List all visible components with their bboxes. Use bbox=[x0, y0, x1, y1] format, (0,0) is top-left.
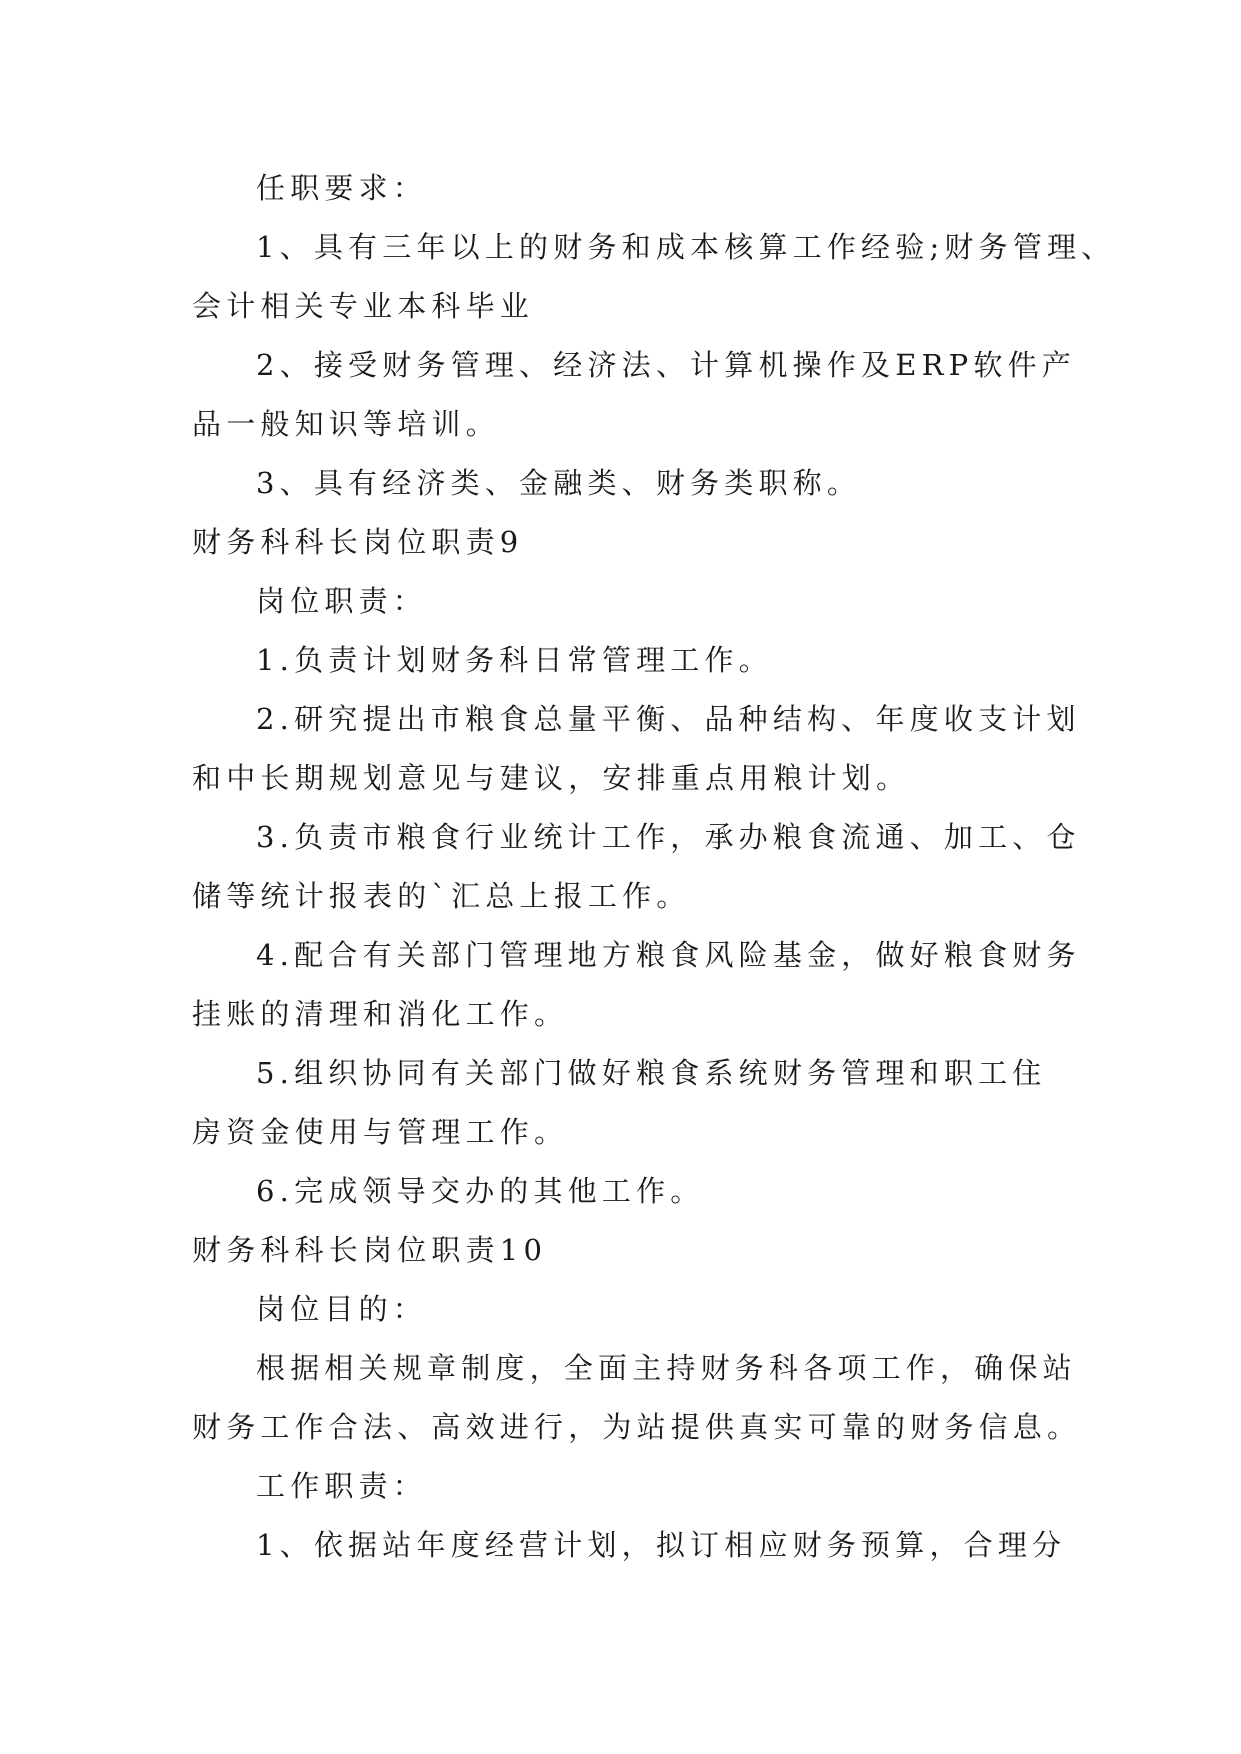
duties-heading: 岗位职责： bbox=[256, 584, 428, 618]
requirement-2-line-2: 品一般知识等培训。 bbox=[192, 407, 500, 441]
section-title-9: 财务科科长岗位职责9 bbox=[192, 525, 524, 559]
duty-5-line-1: 5.组织协同有关部门做好粮食系统财务管理和职工住 bbox=[256, 1056, 1047, 1090]
duty-4-line-1: 4.配合有关部门管理地方粮食风险基金，做好粮食财务 bbox=[256, 938, 1081, 972]
work-duty-1: 1、依据站年度经营计划，拟订相应财务预算，合理分 bbox=[256, 1528, 1067, 1562]
duty-1: 1.负责计划财务科日常管理工作。 bbox=[256, 643, 773, 677]
purpose-line-1: 根据相关规章制度，全面主持财务科各项工作，确保站 bbox=[256, 1351, 1077, 1385]
requirement-1-line-2: 会计相关专业本科毕业 bbox=[192, 289, 535, 323]
work-duties-heading: 工作职责： bbox=[256, 1469, 428, 1503]
duty-2-line-2: 和中长期规划意见与建议，安排重点用粮计划。 bbox=[192, 761, 911, 795]
purpose-heading: 岗位目的： bbox=[256, 1292, 428, 1326]
duty-5-line-2: 房资金使用与管理工作。 bbox=[192, 1115, 569, 1149]
requirement-1-line-1: 1、具有三年以上的财务和成本核算工作经验;财务管理、 bbox=[256, 230, 1116, 264]
purpose-line-2: 财务工作合法、高效进行，为站提供真实可靠的财务信息。 bbox=[192, 1410, 1082, 1444]
section-title-10: 财务科科长岗位职责10 bbox=[192, 1233, 548, 1267]
requirement-2-line-1: 2、接受财务管理、经济法、计算机操作及ERP软件产 bbox=[256, 348, 1076, 382]
duty-4-line-2: 挂账的清理和消化工作。 bbox=[192, 997, 569, 1031]
duty-2-line-1: 2.研究提出市粮食总量平衡、品种结构、年度收支计划 bbox=[256, 702, 1081, 736]
requirement-3: 3、具有经济类、金融类、财务类职称。 bbox=[256, 466, 862, 500]
duty-6: 6.完成领导交办的其他工作。 bbox=[256, 1174, 705, 1208]
duty-3-line-2: 储等统计报表的`汇总上报工作。 bbox=[192, 879, 691, 913]
requirements-heading: 任职要求： bbox=[256, 171, 428, 205]
duty-3-line-1: 3.负责市粮食行业统计工作，承办粮食流通、加工、仓 bbox=[256, 820, 1081, 854]
